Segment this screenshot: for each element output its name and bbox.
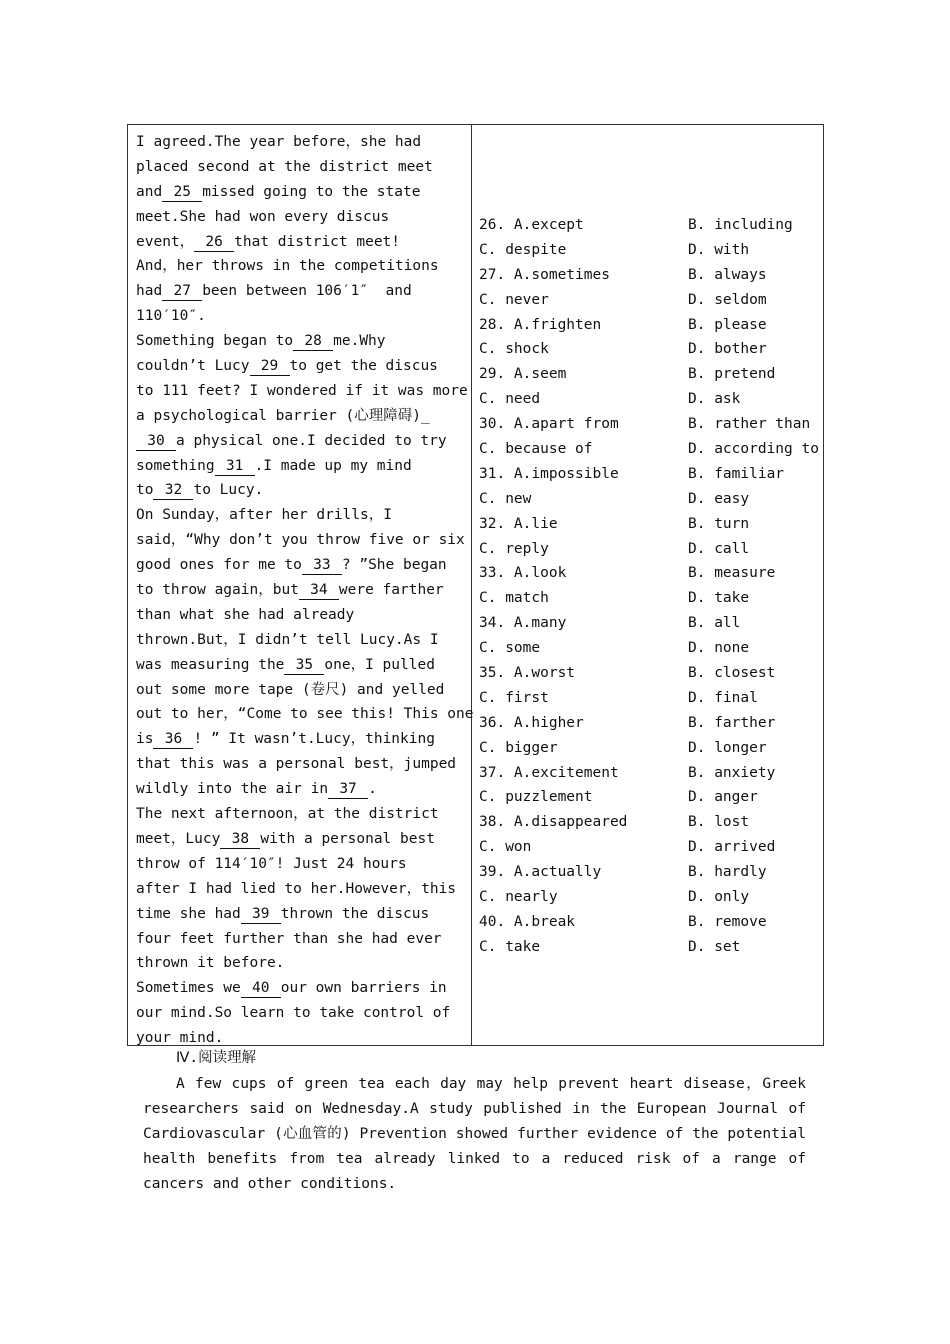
option-row <box>479 711 824 736</box>
passage-text: to <box>136 482 154 499</box>
option-right: B. hardly <box>688 864 767 881</box>
passage-text: 110′10″. <box>136 308 206 325</box>
option-right: D. according to <box>688 441 819 458</box>
passage-text: ! ” It wasn’t.Lucy，thinking <box>193 731 435 748</box>
option-row <box>479 686 824 711</box>
option-row <box>479 761 824 786</box>
option-left: C. won <box>479 839 532 856</box>
passage-text: with a personal best <box>260 830 435 847</box>
blank-number: 25 <box>162 184 202 202</box>
passage-line <box>136 429 466 454</box>
blank-number: 30 <box>136 433 176 451</box>
passage-line <box>136 354 466 379</box>
passage-text: were farther <box>338 582 444 599</box>
answer-options <box>479 213 824 960</box>
blank-number: 39 <box>241 906 281 924</box>
passage-text: to get the discus <box>289 358 438 375</box>
blank-number: 32 <box>153 482 193 500</box>
passage-line <box>136 180 466 205</box>
option-row <box>479 785 824 810</box>
option-right: B. familiar <box>688 465 785 482</box>
passage-text: a physical one.I decided to try <box>176 432 447 449</box>
blank-number: 40 <box>241 980 281 998</box>
option-row <box>479 487 824 512</box>
option-right: D. easy <box>688 490 750 507</box>
passage-text: meet，Lucy <box>136 830 221 847</box>
passage-line <box>136 1001 466 1026</box>
option-left: 37. A.excitement <box>479 764 619 781</box>
blank-number: 28 <box>293 333 333 351</box>
option-row <box>479 263 824 288</box>
passage-text: that this was a personal best，jumped <box>136 756 457 773</box>
option-right: D. with <box>688 241 750 258</box>
option-row <box>479 437 824 462</box>
option-row <box>479 586 824 611</box>
passage-line <box>136 553 466 578</box>
option-left: C. shock <box>479 341 549 358</box>
option-left: C. reply <box>479 540 549 557</box>
blank-number: 35 <box>284 657 324 675</box>
passage-text: said，“Why don’t you throw five or six <box>136 532 465 549</box>
option-row <box>479 313 824 338</box>
option-right: B. farther <box>688 714 776 731</box>
option-right: B. lost <box>688 814 750 831</box>
passage-text: had <box>136 283 163 300</box>
passage-text: placed second at the district meet <box>136 158 433 175</box>
passage-line <box>136 678 466 703</box>
passage-text: I agreed.The year before，she had <box>136 134 422 150</box>
option-right: B. rather than <box>688 416 811 433</box>
passage-text: The next afternoon，at the district <box>136 806 439 823</box>
option-row <box>479 561 824 586</box>
option-right: D. anger <box>688 789 758 806</box>
option-right: D. seldom <box>688 291 767 308</box>
passage-line <box>136 653 466 678</box>
passage-line <box>136 230 466 255</box>
passage-text: to 111 feet? I wondered if it was more <box>136 382 468 399</box>
passage-line <box>136 827 466 852</box>
option-left: 27. A.sometimes <box>479 266 610 283</box>
option-left: 31. A.impossible <box>479 465 619 482</box>
option-right: D. set <box>688 938 741 955</box>
option-right: B. remove <box>688 913 767 930</box>
passage-text: our own barriers in <box>280 980 447 997</box>
cloze-table <box>127 124 824 1046</box>
passage-text: Sometimes we <box>136 980 241 997</box>
passage-line <box>136 254 466 279</box>
option-left: C. never <box>479 291 549 308</box>
passage-text: And，her throws in the competitions <box>136 258 439 275</box>
passage-text: that district meet! <box>234 233 401 250</box>
option-row <box>479 885 824 910</box>
blank-number: 37 <box>328 781 368 799</box>
passage-text: four feet further than she had ever <box>136 930 442 947</box>
option-row <box>479 537 824 562</box>
blank-number: 36 <box>153 731 193 749</box>
passage-line <box>136 976 466 1001</box>
option-row <box>479 810 824 835</box>
passage-line <box>136 877 466 902</box>
option-right: D. only <box>688 889 750 906</box>
option-left: 29. A.seem <box>479 366 567 383</box>
passage-text: . <box>368 781 377 798</box>
passage-text: a psychological barrier (心理障碍)_ <box>136 407 430 424</box>
option-left: 30. A.apart from <box>479 416 619 433</box>
passage-text: something <box>136 457 215 474</box>
passage-text: your mind. <box>136 1030 224 1047</box>
passage-line <box>136 852 466 877</box>
passage-text: thrown.But，I didn’t tell Lucy.As I <box>136 631 439 648</box>
option-left: C. some <box>479 640 541 657</box>
passage-text: been between 106′1″ and <box>202 283 412 300</box>
option-right: B. please <box>688 316 767 333</box>
option-row <box>479 860 824 885</box>
passage-line <box>136 279 466 304</box>
option-row <box>479 387 824 412</box>
passage-text: good ones for me to <box>136 557 302 574</box>
passage-text: after I had lied to her.However，this <box>136 880 457 897</box>
option-right: B. including <box>688 217 793 233</box>
passage-line <box>136 777 466 802</box>
option-right: B. all <box>688 615 741 632</box>
option-right: B. pretend <box>688 366 776 383</box>
passage-line <box>136 628 466 653</box>
passage-line <box>136 503 466 528</box>
option-left: C. new <box>479 490 532 507</box>
option-row <box>479 238 824 263</box>
option-left: 38. A.disappeared <box>479 814 628 831</box>
passage-text: and <box>136 183 163 200</box>
passage-text: out to her，“Come to see this! This one <box>136 706 474 723</box>
option-left: C. despite <box>479 241 567 258</box>
option-row <box>479 337 824 362</box>
option-row <box>479 910 824 935</box>
passage-line <box>136 528 466 553</box>
passage-text: one，I pulled <box>324 656 435 673</box>
passage-text: our mind.So learn to take control of <box>136 1005 451 1022</box>
blank-number: 34 <box>299 582 339 600</box>
option-row <box>479 661 824 686</box>
option-left: C. nearly <box>479 889 558 906</box>
option-left: 33. A.look <box>479 565 567 582</box>
passage-line <box>136 927 466 952</box>
passage-text: than what she had already <box>136 606 355 623</box>
option-right: D. bother <box>688 341 767 358</box>
option-left: 36. A.higher <box>479 714 584 731</box>
option-row <box>479 935 824 960</box>
option-row <box>479 288 824 313</box>
option-left: 40. A.break <box>479 913 576 930</box>
passage-line <box>136 752 466 777</box>
option-left: 39. A.actually <box>479 864 602 881</box>
passage-line <box>136 951 466 976</box>
option-left: C. need <box>479 391 541 408</box>
passage-line <box>136 404 466 429</box>
passage-text: time she had <box>136 905 241 922</box>
passage-text: to Lucy. <box>193 482 264 499</box>
section-title: Ⅳ.阅读理解 <box>176 1050 257 1066</box>
blank-number: 33 <box>302 557 342 575</box>
option-row <box>479 462 824 487</box>
option-right: D. call <box>688 540 750 557</box>
passage-text: thrown it before. <box>136 955 285 972</box>
passage-text: On Sunday，after her drills，I <box>136 507 392 524</box>
passage-text: event， <box>136 233 195 250</box>
passage-line <box>136 205 466 230</box>
option-left: C. puzzlement <box>479 789 593 806</box>
option-right: B. turn <box>688 515 750 532</box>
option-left: 35. A.worst <box>479 665 576 682</box>
option-left: C. take <box>479 938 541 955</box>
option-right: D. longer <box>688 739 767 756</box>
option-right: D. take <box>688 590 750 607</box>
option-right: B. anxiety <box>688 764 776 781</box>
passage-line <box>136 702 474 727</box>
passage-text: is <box>136 731 154 748</box>
option-right: D. arrived <box>688 839 776 856</box>
passage-text: throw of 114′10″! Just 24 hours <box>136 855 407 872</box>
option-row <box>479 611 824 636</box>
passage-line <box>136 329 466 354</box>
cloze-passage <box>136 130 474 1051</box>
passage-text: missed going to the state <box>202 183 421 200</box>
passage-line <box>136 155 466 180</box>
option-right: B. always <box>688 266 767 283</box>
passage-text: thrown the discus <box>280 905 430 922</box>
option-left: C. match <box>479 590 549 607</box>
passage-line <box>136 802 466 827</box>
option-row <box>479 362 824 387</box>
passage-text: ? ”She began <box>341 557 447 574</box>
passage-line <box>136 130 466 155</box>
option-row <box>479 213 824 238</box>
option-row <box>479 736 824 761</box>
option-left: C. because of <box>479 441 593 458</box>
blank-number: 38 <box>220 831 260 849</box>
reading-passage: A few cups of green tea each day may help prevent heart disease，Greek researchers said on Wednesday.A study published in the European Journal of Cardiovascular (心血管的) Prevention showed further evidence of the potential health benefits from tea already linked to a reduced risk of a range of cancers and other conditions. <box>143 1076 806 1192</box>
passage-text: was measuring the <box>136 656 285 673</box>
option-left: 26. A.except <box>479 217 584 233</box>
option-left: 34. A.many <box>479 615 567 632</box>
passage-line <box>136 304 466 329</box>
blank-number: 26 <box>194 234 234 252</box>
option-row <box>479 512 824 537</box>
passage-text: to throw again，but <box>136 582 299 599</box>
blank-number: 31 <box>215 458 255 476</box>
passage-line <box>136 578 466 603</box>
passage-text: .I made up my mind <box>254 457 412 474</box>
column-divider <box>471 125 472 1045</box>
passage-line <box>136 454 466 479</box>
passage-text: couldn’t Lucy <box>136 358 250 375</box>
option-left: C. bigger <box>479 739 558 756</box>
option-right: B. closest <box>688 665 776 682</box>
passage-text: out some more tape (卷尺) and yelled <box>136 681 445 698</box>
option-left: 28. A.frighten <box>479 316 602 333</box>
passage-line <box>136 902 466 927</box>
passage-text: Something began to <box>136 333 294 350</box>
option-left: C. first <box>479 689 549 706</box>
passage-text: me.Why <box>333 333 386 350</box>
option-right: D. final <box>688 689 758 706</box>
option-row <box>479 835 824 860</box>
passage-line <box>136 727 466 752</box>
option-right: B. measure <box>688 565 776 582</box>
option-left: 32. A.lie <box>479 515 558 532</box>
passage-line <box>136 478 466 503</box>
passage-line <box>136 379 466 404</box>
passage-line <box>136 603 466 628</box>
option-row <box>479 636 824 661</box>
option-right: D. ask <box>688 391 741 408</box>
blank-number: 27 <box>162 283 202 301</box>
option-right: D. none <box>688 640 750 657</box>
blank-number: 29 <box>250 358 290 376</box>
option-row <box>479 412 824 437</box>
passage-text: meet.She had won every discus <box>136 208 390 225</box>
passage-text: wildly into the air in <box>136 781 329 798</box>
